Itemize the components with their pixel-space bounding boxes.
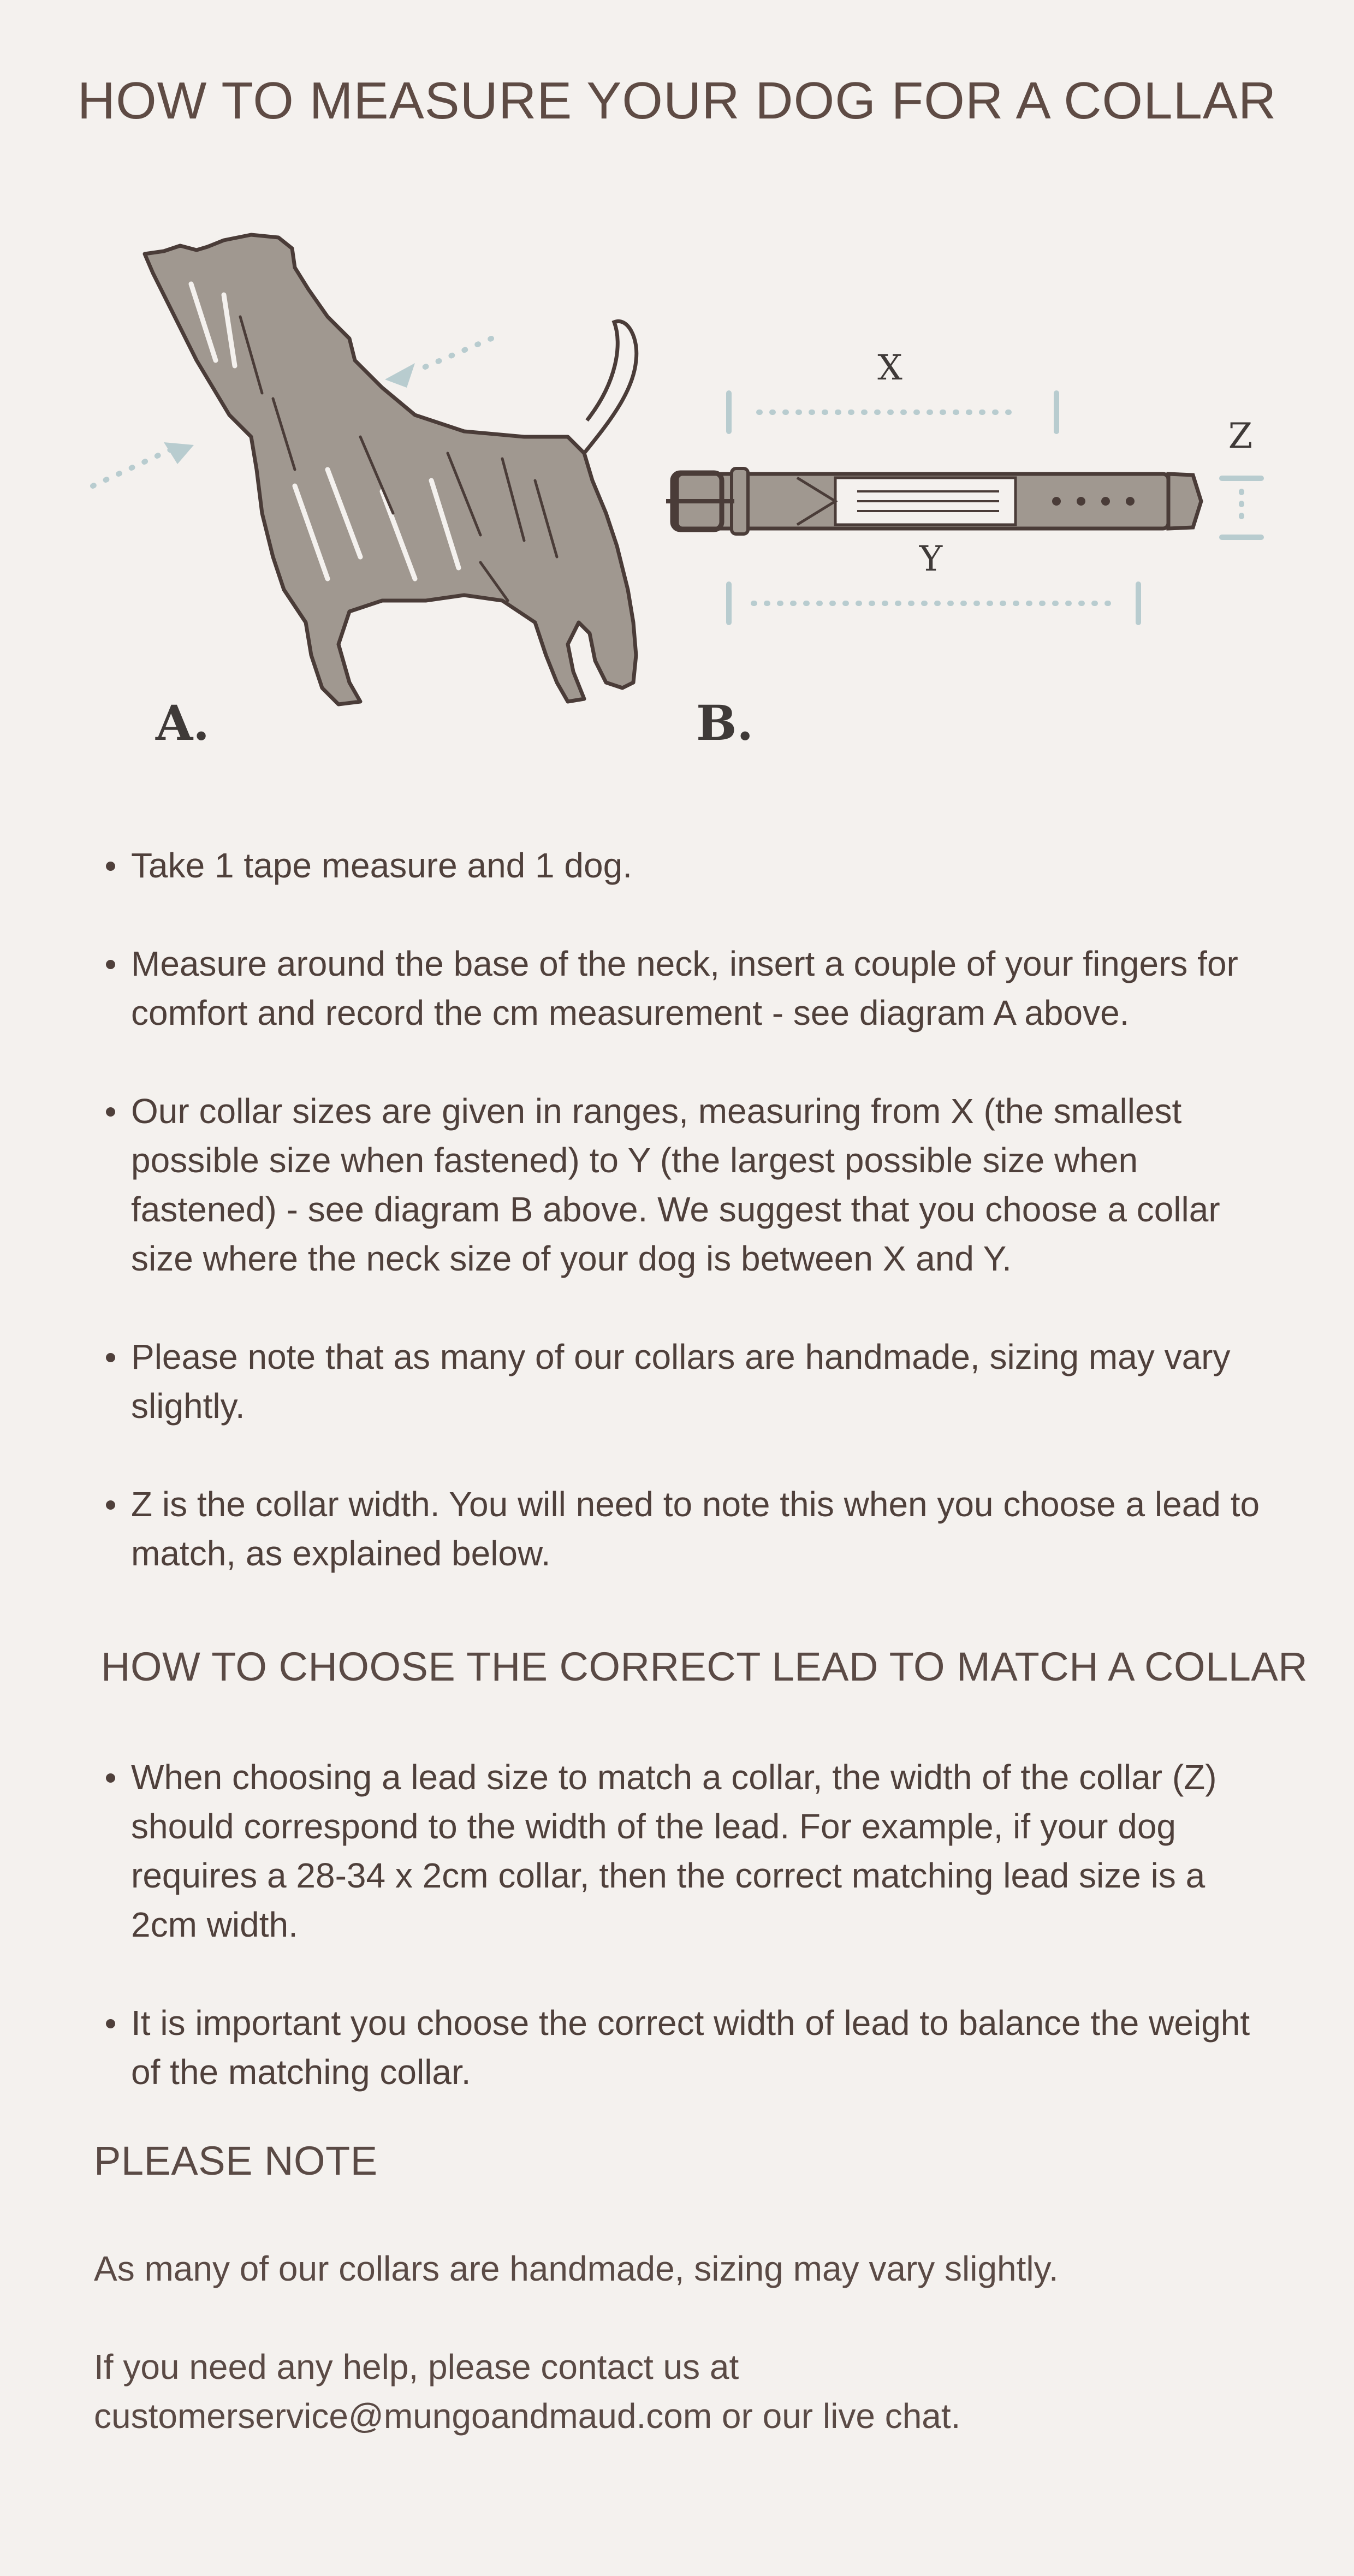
list-item: [104, 1753, 1272, 1949]
diagram-svg: [0, 207, 1354, 786]
dog-body-shape: [145, 235, 636, 704]
arrow-head-left: [164, 442, 194, 464]
help-text: If you need any help, please contact us at customerservice@mungoandmaud.com or our live chat.: [94, 2347, 961, 2436]
bullet-dot: [106, 2019, 115, 2028]
bullet-text: Our collar sizes are given in ranges, measuring from X (the smallest possible size when fastened) to Y (the largest possible size when fastened) - see diagram B above. We suggest that you choose a collar size where the neck size of your dog is between X and Y.: [131, 1091, 1220, 1278]
dim-x-label: X: [877, 348, 902, 388]
dog-tail: [584, 321, 637, 453]
bullet-text: When choosing a lead size to match a collar, the width of the collar (Z) should correspond to the width of the lead. For example, if your dog requires a 28-34 x 2cm collar, then the correct matching lead size is a 2cm width.: [131, 1758, 1217, 1944]
list-item: [104, 1998, 1272, 2097]
diagram-b-label: B.: [696, 695, 754, 751]
bullet-dot: [106, 1500, 115, 1510]
bullet-text: Z is the collar width. You will need to note this when you choose a lead to match, as explained below.: [131, 1485, 1260, 1573]
list-item: [104, 1332, 1272, 1431]
diagram-a-label: A.: [156, 695, 210, 751]
note-text: As many of our collars are handmade, sizing may vary slightly.: [94, 2249, 1059, 2288]
collar-illustration: [666, 348, 1261, 751]
measure-instructions-list: [104, 841, 1272, 1578]
lead-instructions-list: [104, 1753, 1272, 2097]
arrow-head-right: [385, 363, 415, 388]
bullet-dot: [106, 1107, 115, 1117]
dog-illustration: [93, 235, 637, 751]
list-item: [104, 939, 1272, 1037]
bullet-text: Measure around the base of the neck, insert a couple of your fingers for comfort and record the cm measurement - see diagram A above.: [131, 944, 1238, 1032]
dim-z-label: Z: [1228, 416, 1253, 456]
bullet-dot: [106, 1773, 115, 1783]
collar-tip: [1168, 474, 1201, 529]
bullet-text: Please note that as many of our collars are handmade, sizing may vary slightly.: [131, 1337, 1231, 1426]
z-dimension-guide: [1222, 478, 1261, 537]
bullet-text: Take 1 tape measure and 1 dog.: [131, 846, 632, 885]
page-title: HOW TO MEASURE YOUR DOG FOR A COLLAR: [77, 72, 1277, 130]
bullet-dot: [106, 960, 115, 969]
note-section-heading: PLEASE NOTE: [94, 2138, 378, 2183]
bullet-dot: [106, 1353, 115, 1362]
bullet-dot: [106, 862, 115, 871]
measurement-illustration: [0, 207, 1354, 786]
x-dimension-guide: [729, 393, 1056, 431]
list-item: [104, 1087, 1272, 1283]
bullet-text: It is important you choose the correct width of lead to balance the weight of the matching collar.: [131, 2003, 1250, 2092]
dim-y-label: Y: [919, 539, 943, 579]
list-item: [104, 841, 1272, 890]
lead-section-heading: HOW TO CHOOSE THE CORRECT LEAD TO MATCH A COLLAR: [101, 1644, 1308, 1689]
y-dimension-guide: [729, 584, 1138, 622]
list-item: [104, 1480, 1272, 1578]
